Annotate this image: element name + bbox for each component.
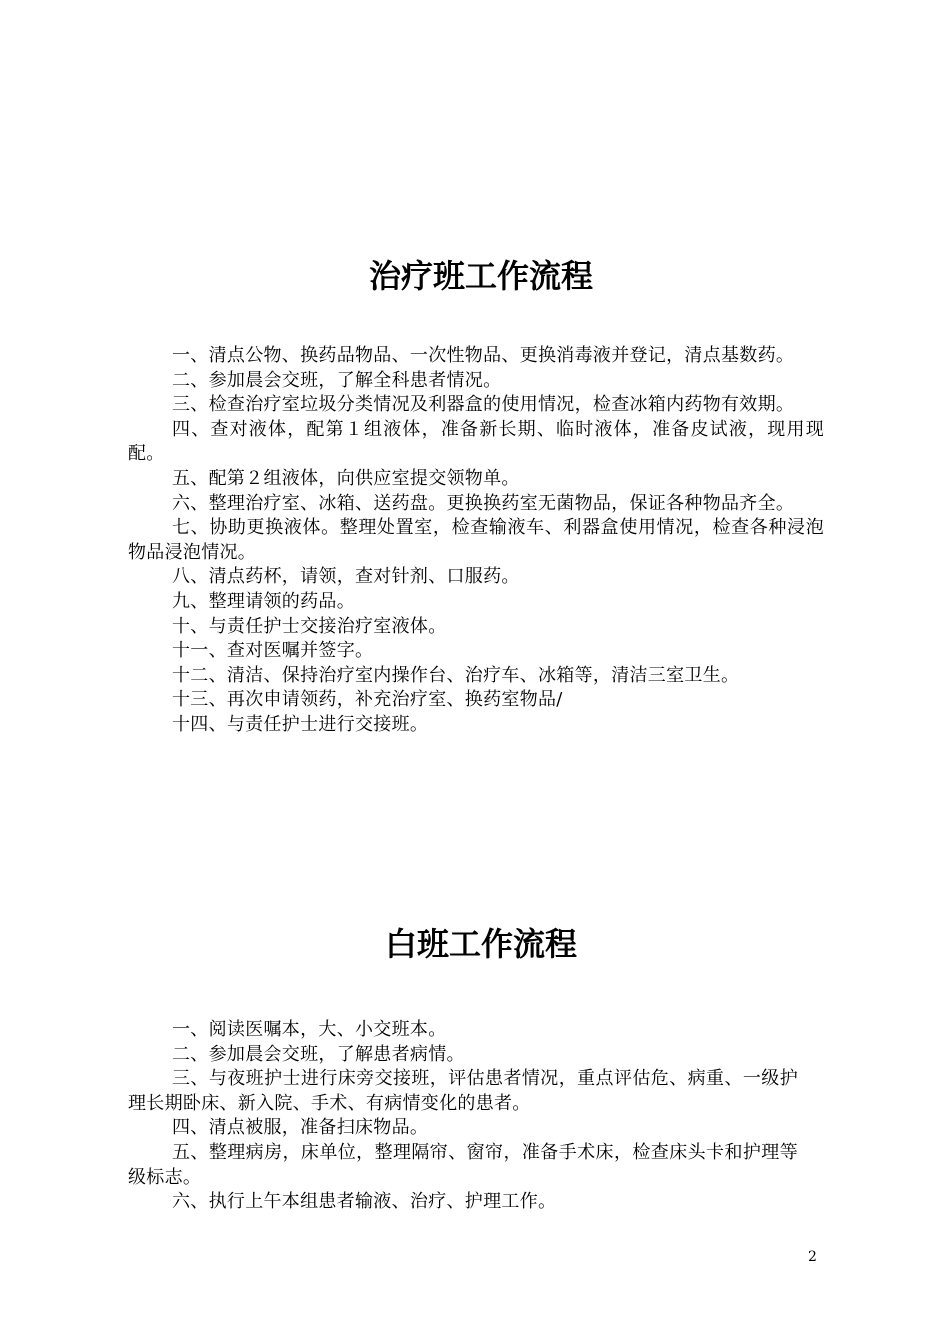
section-title: 白班工作流程 — [384, 925, 577, 963]
step-item: 五、整理病房，床单位，整理隔帘、窗帘，准备手术床，检查床头卡和护理等级标志。 — [128, 1141, 798, 1188]
treatment-shift-section — [128, 254, 824, 738]
day-shift-steps — [128, 1018, 824, 1215]
step-item: 九、整理请领的药品。 — [172, 590, 355, 612]
step-item: 十一、查对医嘱并签字。 — [172, 640, 374, 662]
step-item: 四、清点被服，准备扫床物品。 — [172, 1117, 429, 1139]
page-number: 2 — [808, 1249, 817, 1265]
section-title: 治疗班工作流程 — [368, 257, 593, 295]
step-item: 四、查对液体，配第１组液体，准备新长期、临时液体，准备皮试液，现用现配。 — [128, 418, 824, 465]
step-item: 十四、与责任护士进行交接班。 — [172, 713, 429, 735]
step-item: 七、协助更换液体。整理处置室，检查输液车、利器盒使用情况，检查各种浸泡物品浸泡情况。 — [128, 517, 824, 563]
step-item: 二、参加晨会交班，了解患者病情。 — [172, 1043, 465, 1065]
step-item: 三、与夜班护士进行床旁交接班，评估患者情况，重点评估危、病重、一级护理长期卧床、新入院、手术、有病情变化的患者。 — [128, 1068, 798, 1114]
step-item: 二、参加晨会交班，了解全科患者情况。 — [172, 369, 502, 391]
step-item: 六、执行上午本组患者输液、治疗、护理工作。 — [172, 1191, 557, 1213]
step-item: 十、与责任护士交接治疗室液体。 — [172, 615, 447, 637]
step-item: 十三、再次申请领药，补充治疗室、换药室物品/ — [172, 689, 563, 711]
treatment-shift-steps — [128, 344, 824, 738]
step-item: 一、阅读医嘱本，大、小交班本。 — [172, 1019, 447, 1040]
step-item: 十二、清洁、保持治疗室内操作台、治疗车、冰箱等，清洁三室卫生。 — [172, 664, 740, 686]
step-item: 三、检查治疗室垃圾分类情况及利器盒的使用情况，检查冰箱内药物有效期。 — [172, 394, 795, 416]
step-item: 六、整理治疗室、冰箱、送药盘。更换换药室无菌物品，保证各种物品齐全。 — [172, 492, 795, 514]
step-item: 八、清点药杯，请领，查对针剂、口服药。 — [172, 566, 520, 588]
day-shift-section — [128, 922, 824, 1215]
step-item: 五、配第２组液体，向供应室提交领物单。 — [172, 467, 520, 489]
step-item: 一、清点公物、换药品物品、一次性物品、更换消毒液并登记，清点基数药。 — [172, 345, 795, 366]
